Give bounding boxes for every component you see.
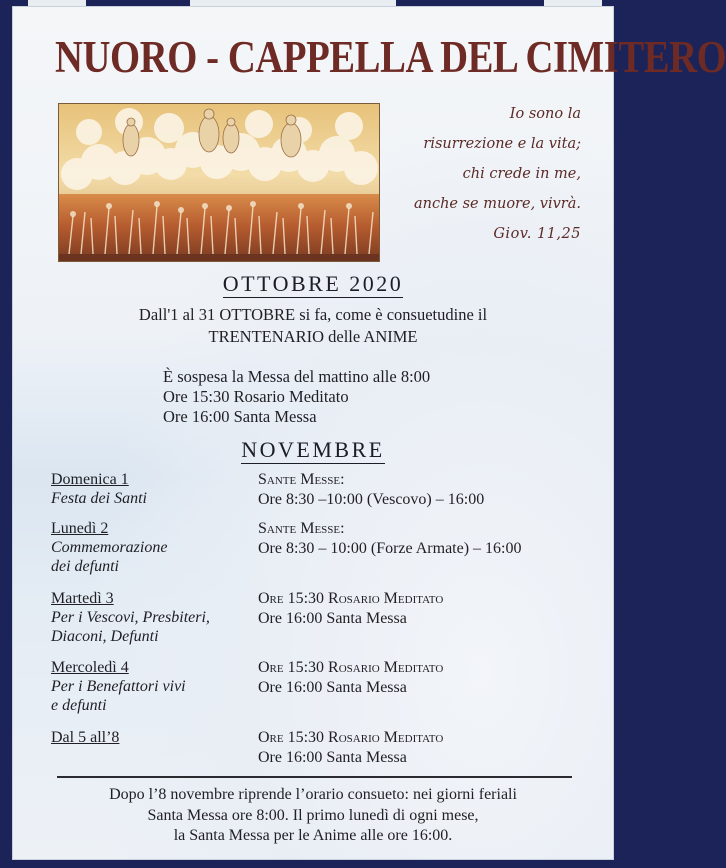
day-schedule-lunedi-2 <box>258 519 522 559</box>
october-schedule <box>163 367 430 427</box>
day-subtitle: Commemorazione <box>51 539 168 556</box>
quote-line: risurrezione e la vita; <box>423 136 581 152</box>
day-schedule-domenica-1 <box>258 470 484 510</box>
resurrection-painting <box>58 103 380 262</box>
day-name: Martedì 3 <box>51 590 114 607</box>
day-subtitle: Diaconi, Defunti <box>51 628 159 645</box>
november-heading: NOVEMBRE <box>241 437 385 462</box>
schedule-line: Ore 16:00 Santa Messa <box>258 679 407 696</box>
october-intro-line-2: TRENTENARIO delle ANIME <box>208 327 418 346</box>
schedule-line: Ore 16:00 Santa Messa <box>258 749 407 766</box>
day-schedule-martedi-3 <box>258 589 443 629</box>
schedule-line: Sante Messe: <box>258 471 345 488</box>
footer-line: Santa Messa ore 8:00. Il primo lunedì di ogni mese, <box>147 806 479 824</box>
day-subtitle: Per i Benefattori vivi <box>51 678 186 695</box>
day-entry-martedi-3 <box>51 589 210 646</box>
day-name: Dal 5 all’8 <box>51 729 120 746</box>
quote-line: anche se muore, vivrà. <box>413 196 581 212</box>
poster <box>12 6 726 860</box>
page-title: NUORO - CAPPELLA DEL CIMITERO <box>55 32 726 82</box>
day-entry-mercoledi-4 <box>51 658 186 715</box>
day-name: Domenica 1 <box>51 471 129 488</box>
schedule-line: Ore 15:30 Rosario Meditato <box>258 590 444 607</box>
schedule-line: Ore 15:30 Rosario Meditato <box>258 659 444 676</box>
divider <box>57 776 572 778</box>
day-subtitle: Festa dei Santi <box>51 490 147 507</box>
quote-reference: Giov. 11,25 <box>493 226 581 242</box>
day-schedule-dal-5-all-8 <box>258 728 443 768</box>
day-entry-dal-5-all-8 <box>51 728 119 747</box>
october-item: È sospesa la Messa del mattino alle 8:00 <box>163 367 431 386</box>
day-entry-domenica-1 <box>51 470 147 508</box>
october-item: Ore 15:30 Rosario Meditato <box>163 387 349 406</box>
schedule-line: Ore 15:30 Rosario Meditato <box>258 729 444 746</box>
october-item: Ore 16:00 Santa Messa <box>163 407 317 426</box>
scripture-quote <box>351 99 581 249</box>
october-heading: OTTOBRE 2020 <box>222 271 404 296</box>
footer-line: la Santa Messa per le Anime alle ore 16:00. <box>173 827 453 844</box>
quote-line: Io sono la <box>509 106 581 122</box>
day-entry-lunedi-2 <box>51 519 167 576</box>
footer-line: Dopo l’8 novembre riprende l’orario consueto: nei giorni feriali <box>109 786 517 803</box>
day-name: Mercoledì 4 <box>51 659 129 676</box>
schedule-line: Sante Messe: <box>258 520 345 537</box>
day-schedule-mercoledi-4 <box>258 658 443 698</box>
day-subtitle: Per i Vescovi, Presbiteri, <box>51 609 210 626</box>
october-intro-line-1: Dall'1 al 31 OTTOBRE si fa, come è consuetudine il <box>138 305 488 324</box>
day-subtitle: e defunti <box>51 697 107 714</box>
quote-line: chi crede in me, <box>462 166 581 182</box>
schedule-line: Ore 8:30 – 10:00 (Forze Armate) – 16:00 <box>258 540 522 557</box>
day-subtitle: dei defunti <box>51 558 119 575</box>
schedule-line: Ore 8:30 –10:00 (Vescovo) – 16:00 <box>258 491 485 508</box>
schedule-line: Ore 16:00 Santa Messa <box>258 610 407 627</box>
day-name: Lunedì 2 <box>51 520 109 537</box>
footer-note <box>13 785 613 847</box>
